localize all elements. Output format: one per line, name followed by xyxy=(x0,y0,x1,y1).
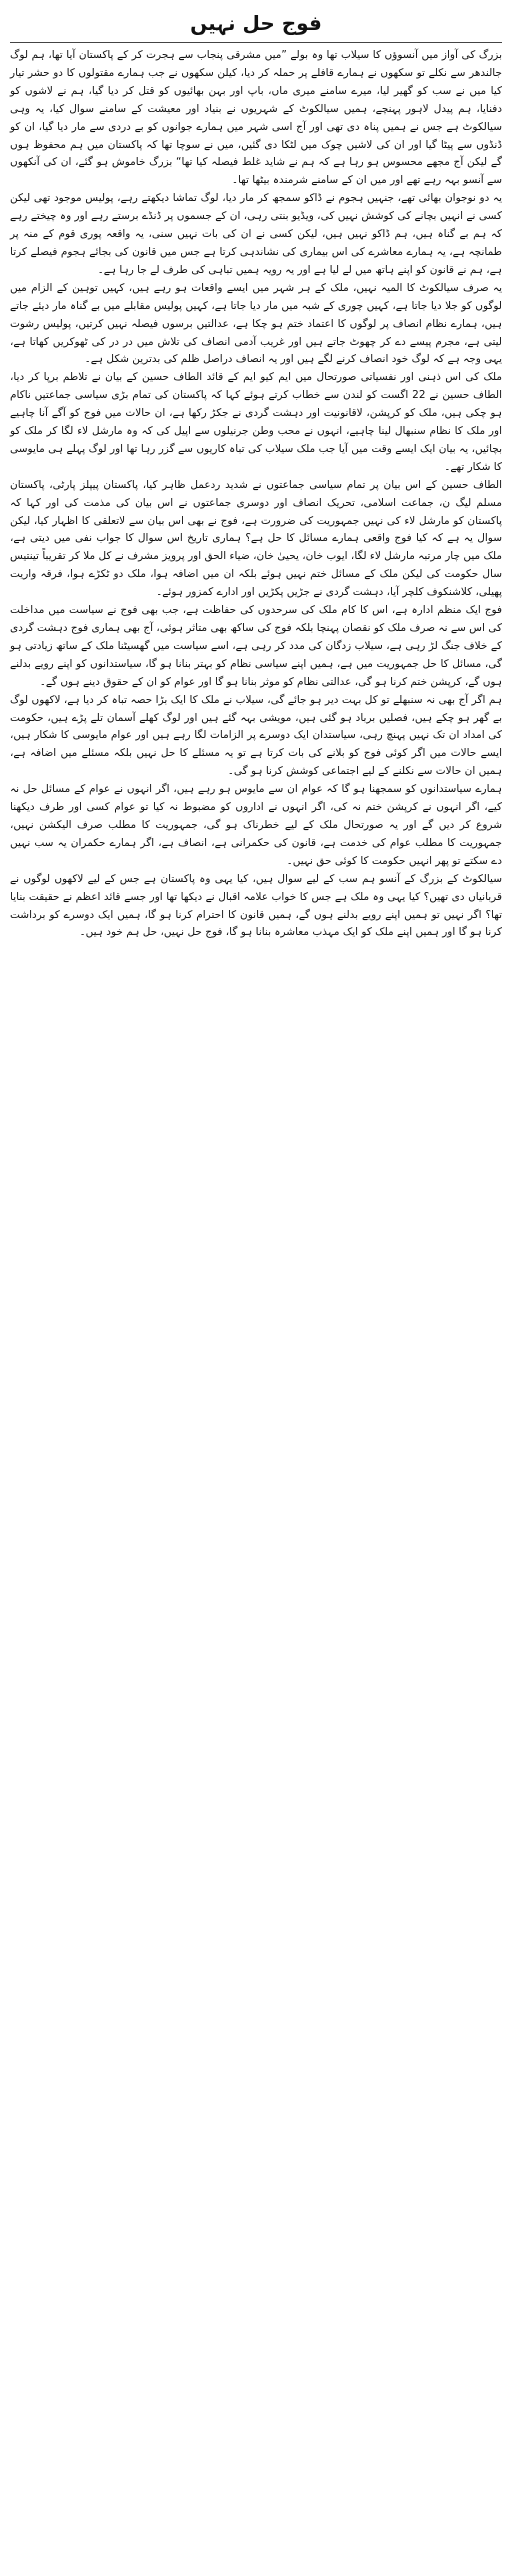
article-paragraph-8: ہمارے سیاستدانوں کو سمجھنا ہو گا کہ عوام ان سے مایوس ہو رہے ہیں، اگر انہوں نے عوام کے مسائل حل نہ کیے، اگر انہوں نے کرپشن ختم نہ کی، اگر انہوں نے اداروں کو مضبوط نہ کیا تو عوام کسی اور طرف دیکھنا شروع کر دیں گے اور یہ صورتحال ملک کے لیے خطرناک ہو گی، جمہوریت کا مطلب صرف الیکشن نہیں، جمہوریت کا مطلب عوام کی خدمت ہے، قانون کی حکمرانی ہے، انصاف ہے، اگر ہمارے حکمران یہ سب نہیں دے سکتے تو پھر انہیں حکومت کا کوئی حق نہیں۔ xyxy=(10,783,502,867)
article-paragraph-1: بزرگ کی آواز میں آنسوؤں کا سیلاب تھا وہ بولے ”میں مشرقی پنجاب سے ہجرت کر کے پاکستان آیا تھا، ہم لوگ جالندھر سے نکلے تو سکھوں نے ہمارے قافلے پر حملہ کر دیا، کیلن سکھوں نے جب ہمارے مقتولوں کا دو حشر تیار کیا میں نے سب کو گھیر لیا، میرے سامنے میری ماں، باپ اور بہن بھائیوں کو قتل کر دیا گیا، ہم نے لاشوں کو دفنایا، ہم پیدل لاہور پہنچے، ہمیں سیالکوٹ کے شہریوں نے بنیاد اور معیشت کے سامنے سوال کیا، یہ وہی سیالکوٹ ہے جس نے ہمیں پناہ دی تھی اور آج اسی شہر میں ہمارے جوانوں کو بے دردی سے مار دیا گیا، ان کو ڈنڈوں سے پیٹا گیا اور ان کی لاشیں چوک میں لٹکا دی گئیں، میں نے سوچا تھا کہ پاکستان میں ہم محفوظ ہوں گے لیکن آج مجھے محسوس ہو رہا ہے کہ ہم نے شاید غلط فیصلہ کیا تھا“ بزرگ خاموش ہو گئے، ان کی آنکھوں سے آنسو بہہ رہے تھے اور میں ان کے سامنے شرمندہ بیٹھا تھا۔ xyxy=(10,49,502,187)
article-paragraph-2: یہ دو نوجوان بھائی تھے، جنہیں ہجوم نے ڈاکو سمجھ کر مار دیا، لوگ تماشا دیکھتے رہے، پولیس موجود تھی لیکن کسی نے انہیں بچانے کی کوشش نہیں کی، ویڈیو بنتی رہی، ان کے جسموں پر ڈنڈے برستے رہے اور وہ چیختے رہے کہ ہم بے گناہ ہیں، ہم ڈاکو نہیں ہیں، لیکن کسی نے ان کی بات نہیں سنی، یہ واقعہ پوری قوم کے منہ پر طمانچہ ہے، یہ ہمارے معاشرے کی اس بیماری کی نشاندہی کرتا ہے جس میں قانون کی بجائے ہجوم فیصلے کرتا ہے، ہم نے قانون کو اپنے ہاتھ میں لے لیا ہے اور یہ رویہ ہمیں تباہی کی طرف لے جا رہا ہے۔ xyxy=(10,192,502,276)
title-divider xyxy=(10,42,502,43)
article-paragraph-6: فوج ایک منظم ادارہ ہے، اس کا کام ملک کی سرحدوں کی حفاظت ہے، جب بھی فوج نے سیاست میں مداخلت کی اس سے نہ صرف ملک کو نقصان پہنچا بلکہ فوج کی ساکھ بھی متاثر ہوئی، آج بھی ہماری فوج دہشت گردی کے خلاف جنگ لڑ رہی ہے، سیلاب زدگان کی مدد کر رہی ہے، اسے سیاست میں گھسیٹنا ملک کے ساتھ زیادتی ہو گی، مسائل کا حل جمہوریت میں ہے، ہمیں اپنے سیاسی نظام کو بہتر بنانا ہو گا، سیاستدانوں کو اپنے رویے بدلنے ہوں گے، کرپشن ختم کرنا ہو گی، عدالتی نظام کو موثر بنانا ہو گا اور عوام کو ان کے حقوق دینے ہوں گے۔ xyxy=(10,604,502,688)
article-paragraph-7: ہم اگر آج بھی نہ سنبھلے تو کل بہت دیر ہو جائے گی، سیلاب نے ملک کا ایک بڑا حصہ تباہ کر دیا ہے، لاکھوں لوگ بے گھر ہو چکے ہیں، فصلیں برباد ہو گئی ہیں، مویشی بہہ گئے ہیں اور لوگ کھلے آسمان تلے پڑے ہیں، حکومت کی امداد ان تک نہیں پہنچ رہی، سیاستدان ایک دوسرے پر الزامات لگا رہے ہیں اور عوام مایوسی کا شکار ہیں، ایسے حالات میں اگر کوئی فوج کو بلانے کی بات کرتا ہے تو یہ مسئلے کا حل نہیں بلکہ مسئلے میں اضافہ ہے، ہمیں ان حالات سے نکلنے کے لیے اجتماعی کوشش کرنا ہو گی۔ xyxy=(10,693,502,778)
article-body xyxy=(10,47,502,942)
article-title: فوج حل نہیں xyxy=(190,11,322,35)
article-paragraph-4: ملک کی اس ذہنی اور نفسیاتی صورتحال میں ایم کیو ایم کے قائد الطاف حسین کے بیان نے تلاطم برپا کر دیا، الطاف حسین نے 22 اگست کو لندن سے خطاب کرتے ہوئے کہا کہ پاکستان کی تمام بڑی سیاسی جماعتیں ناکام ہو چکی ہیں، ملک کو کرپشن، لاقانونیت اور دہشت گردی نے جکڑ رکھا ہے، ان حالات میں فوج کو آگے آنا چاہیے اور ملک کا نظام سنبھال لینا چاہیے، انہوں نے محب وطن جرنیلوں سے اپیل کی کہ وہ مارشل لاء لگا کر ملک کو بچائیں، یہ بیان ایک ایسے وقت میں آیا جب ملک سیلاب کی تباہ کاریوں سے گزر رہا تھا اور لوگ پہلے ہی مایوسی کا شکار تھے۔ xyxy=(10,371,502,473)
article-paragraph-5: الطاف حسین کے اس بیان پر تمام سیاسی جماعتوں نے شدید ردعمل ظاہر کیا، پاکستان پیپلز پارٹی، پاکستان مسلم لیگ ن، جماعت اسلامی، تحریک انصاف اور دوسری جماعتوں نے اس بیان کی مذمت کی اور کہا کہ پاکستان کو مارشل لاء کی نہیں جمہوریت کی ضرورت ہے، فوج نے بھی اس بیان سے لاتعلقی کا اظہار کیا، لیکن سوال یہ ہے کہ کیا فوج واقعی ہمارے مسائل کا حل ہے؟ ہماری تاریخ اس سوال کا جواب نفی میں دیتی ہے، ملک میں چار مرتبہ مارشل لاء لگا، ایوب خان، یحییٰ خان، ضیاء الحق اور پرویز مشرف نے کل ملا کر تقریباً تینتیس سال حکومت کی لیکن ملک کے مسائل ختم نہیں ہوئے بلکہ ان میں اضافہ ہوا، ملک دو ٹکڑے ہوا، فرقہ واریت پھیلی، کلاشنکوف کلچر آیا، دہشت گردی نے جڑیں پکڑیں اور ادارے کمزور ہوئے۔ xyxy=(10,478,502,599)
article-paragraph-3: یہ صرف سیالکوٹ کا المیہ نہیں، ملک کے ہر شہر میں ایسے واقعات ہو رہے ہیں، کہیں توہین کے الزام میں لوگوں کو جلا دیا جاتا ہے، کہیں چوری کے شبہ میں مار دیا جاتا ہے، کہیں پولیس مقابلے میں بے گناہ مار دیئے جاتے ہیں، ہمارے نظام انصاف پر لوگوں کا اعتماد ختم ہو چکا ہے، عدالتیں برسوں فیصلہ نہیں کرتیں، پولیس رشوت لیتی ہے، مجرم پیسے دے کر چھوٹ جاتے ہیں اور غریب آدمی انصاف کی تلاش میں در در کی ٹھوکریں کھاتا ہے، یہی وجہ ہے کہ لوگ خود انصاف کرنے لگے ہیں اور یہ انصاف دراصل ظلم کی بدترین شکل ہے۔ xyxy=(10,281,502,366)
article-paragraph-9: سیالکوٹ کے بزرگ کے آنسو ہم سب کے لیے سوال ہیں، کیا یہی وہ پاکستان ہے جس کے لیے لاکھوں لوگوں نے قربانیاں دی تھیں؟ کیا یہی وہ ملک ہے جس کا خواب علامہ اقبال نے دیکھا تھا اور جسے قائد اعظم نے حقیقت بنایا تھا؟ اگر نہیں تو ہمیں اپنے رویے بدلنے ہوں گے، ہمیں قانون کا احترام کرنا ہو گا، ہمیں ایک دوسرے کو برداشت کرنا ہو گا اور ہمیں اپنے ملک کو ایک مہذب معاشرہ بنانا ہو گا، فوج حل نہیں، حل ہم خود ہیں۔ xyxy=(10,872,502,939)
